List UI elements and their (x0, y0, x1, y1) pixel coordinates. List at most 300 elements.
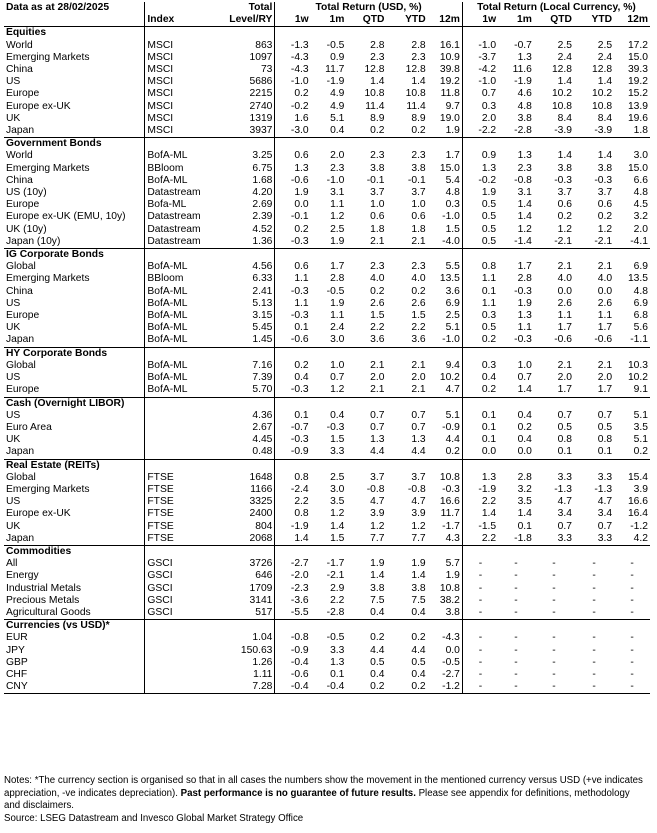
local-return-cell: - (630, 558, 634, 570)
local-return-cell: 6.8 (633, 310, 648, 322)
usd-return-cell: 0.9 (330, 51, 345, 63)
local-return-cell: -0.8 (514, 174, 532, 186)
local-return-cell: 6.9 (633, 297, 648, 309)
index-cell (145, 669, 217, 681)
row-label: US (6, 409, 21, 421)
usd-return-cell: 2.1 (411, 359, 426, 371)
local-return-cell: 10.3 (627, 359, 648, 371)
level-cell: 7.39 (216, 372, 275, 384)
local-return-cell: 1.1 (517, 322, 532, 334)
local-return-cell: 0.3 (481, 310, 497, 322)
usd-return-cell: 1.3 (370, 434, 385, 446)
table-row (4, 508, 650, 520)
usd-return-cell: 9.7 (428, 101, 463, 113)
usd-return-cell: 0.4 (411, 606, 426, 618)
row-label: GBP (6, 656, 28, 668)
local-return-cell: - (552, 644, 556, 656)
local-return-cell: 4.0 (597, 273, 613, 285)
usd-return-cell: 10.8 (405, 88, 426, 100)
row-label: US (6, 76, 21, 88)
row-label: UK (6, 434, 21, 446)
usd-return-cell: 1.9 (428, 125, 463, 138)
usd-return-cell: 4.8 (428, 187, 463, 199)
usd-return-cell: 3.7 (411, 471, 426, 483)
usd-return-cell: 2.3 (370, 51, 385, 63)
level-cell: 5.45 (216, 322, 275, 334)
local-return-cell: - (478, 570, 483, 582)
usd-return-cell: 19.0 (428, 113, 463, 125)
index-cell: FTSE (145, 521, 217, 533)
local-return-cell: -0.3 (514, 285, 532, 297)
usd-return-cell: 9.4 (428, 360, 463, 372)
usd-return-cell: 3.1 (330, 187, 345, 199)
local-return-cell: 3.5 (517, 496, 532, 508)
table-row (4, 422, 650, 434)
local-return-cell: - (630, 606, 634, 618)
usd-period-header: 1m (311, 14, 347, 27)
local-return-cell: 17.2 (627, 39, 648, 51)
table-row (4, 681, 650, 694)
level-cell: 1.26 (216, 657, 275, 669)
local-return-cell: 3.8 (597, 162, 613, 174)
usd-period-header: 12m (428, 14, 463, 27)
local-return-cell: 0.5 (481, 211, 497, 223)
local-return-cell: 4.8 (633, 187, 648, 199)
usd-return-cell: 0.2 (411, 632, 426, 644)
level-cell: 2400 (216, 508, 275, 520)
local-return-cell: 0.1 (481, 421, 497, 433)
local-return-cell: 10.2 (627, 372, 648, 384)
index-cell: GSCI (145, 558, 217, 570)
usd-return-cell: 12.8 (405, 64, 426, 76)
local-return-cell: 4.2 (633, 532, 648, 544)
local-return-cell: -3.9 (554, 125, 572, 137)
level-cell: 863 (216, 40, 275, 52)
local-return-cell: 1.7 (597, 322, 613, 334)
usd-return-cell: 0.7 (330, 372, 345, 384)
usd-return-cell: 0.0 (294, 199, 309, 211)
usd-return-cell: -0.9 (428, 422, 463, 434)
local-return-cell: -1.2 (630, 520, 648, 532)
table-row (4, 64, 650, 76)
local-return-cell: - (514, 570, 518, 582)
local-return-cell: 1.4 (481, 508, 497, 520)
usd-group-header: Total Return (USD, %) (275, 2, 462, 14)
index-cell: GSCI (145, 607, 217, 620)
table-row (4, 101, 650, 113)
usd-return-cell: 0.4 (370, 668, 385, 680)
local-return-cell: 10.8 (551, 100, 572, 112)
row-label: Emerging Markets (6, 162, 90, 174)
usd-return-cell: 0.6 (370, 211, 385, 223)
index-cell: BofA-ML (145, 261, 217, 273)
local-return-cell: 1.3 (481, 471, 497, 483)
usd-return-cell: 2.8 (370, 39, 385, 51)
local-return-cell: 6.9 (633, 261, 648, 273)
row-label: Precious Metals (6, 594, 80, 606)
usd-return-cell: 13.5 (428, 273, 463, 285)
local-return-cell: - (630, 570, 634, 582)
level-cell: 73 (216, 64, 275, 76)
usd-return-cell: 0.4 (330, 125, 345, 137)
local-return-cell: -4.1 (630, 235, 648, 247)
index-cell: BofA-ML (145, 175, 217, 187)
usd-return-cell: 1.0 (370, 199, 385, 211)
level-cell: 150.63 (216, 645, 275, 657)
local-return-cell: 4.6 (517, 88, 532, 100)
usd-return-cell: 1.1 (294, 297, 309, 309)
local-return-cell: 13.5 (627, 273, 648, 285)
local-return-cell: 15.0 (627, 51, 648, 63)
local-return-cell: - (478, 606, 483, 618)
table-row (4, 40, 650, 52)
notes-text-2: Please see appendix for definitions, methodology and disclaimers. (4, 787, 630, 811)
usd-return-cell: 2.3 (411, 261, 426, 273)
local-return-cell: -1.3 (594, 483, 613, 495)
local-return-cell: 1.0 (517, 359, 532, 371)
local-return-cell: - (614, 681, 650, 694)
row-label: Emerging Markets (6, 483, 90, 495)
local-return-cell: 0.0 (557, 285, 572, 297)
usd-return-cell: 11.4 (365, 100, 385, 112)
local-return-cell: 10.2 (592, 88, 613, 100)
table-row (4, 224, 650, 236)
local-return-cell: - (462, 681, 498, 694)
usd-return-cell: 11.7 (428, 508, 463, 520)
index-cell: FTSE (145, 472, 217, 484)
index-cell: Datastream (145, 211, 217, 223)
usd-return-cell: 1.8 (370, 223, 385, 235)
local-return-cell: 2.3 (517, 162, 532, 174)
usd-return-cell: 1.2 (330, 508, 345, 520)
usd-return-cell: -0.5 (428, 657, 463, 669)
usd-return-cell: 3.6 (428, 286, 463, 298)
row-label: CNY (4, 681, 145, 694)
usd-return-cell: -0.9 (290, 644, 309, 656)
local-return-cell: 1.9 (517, 297, 532, 309)
usd-return-cell: 7.5 (411, 594, 426, 606)
row-label: UK (6, 322, 21, 334)
usd-return-cell: 2.8 (411, 39, 426, 51)
table-row (4, 446, 650, 459)
usd-return-cell: 8.9 (370, 112, 385, 124)
usd-return-cell: 4.4 (370, 644, 385, 656)
usd-return-cell: -1.0 (326, 174, 345, 186)
local-return-cell: 0.6 (557, 199, 572, 211)
table-row (4, 372, 650, 384)
local-return-cell: 1.4 (517, 508, 532, 520)
table-row (4, 236, 650, 249)
usd-return-cell: 1.9 (428, 570, 463, 582)
row-label: Japan (10y) (6, 235, 61, 247)
local-return-cell: - (630, 632, 634, 644)
usd-return-cell: 1.5 (370, 310, 385, 322)
usd-return-cell: 3.8 (411, 582, 426, 594)
local-return-cell: 5.6 (633, 322, 648, 334)
local-return-cell: 1.2 (597, 223, 613, 235)
local-return-cell: - (630, 582, 634, 594)
table-row (4, 175, 650, 187)
local-return-cell: 1.4 (557, 76, 572, 88)
index-cell: MSCI (145, 113, 217, 125)
index-header: Index (145, 14, 217, 27)
local-return-cell: 4.8 (633, 285, 648, 297)
usd-return-cell: -1.7 (326, 558, 345, 570)
local-period-header: 1m (498, 14, 534, 27)
local-return-cell: 0.6 (597, 199, 613, 211)
level-cell: 4.45 (216, 434, 275, 446)
market-returns-table (4, 2, 650, 694)
usd-return-cell: -0.3 (326, 421, 345, 433)
local-return-cell: 0.0 (517, 446, 532, 458)
level-header-line1: Total (216, 2, 275, 14)
usd-return-cell: 4.7 (428, 384, 463, 397)
usd-return-cell: 5.1 (330, 112, 345, 124)
usd-return-cell: 2.5 (330, 223, 345, 235)
local-period-header: 1w (462, 14, 498, 27)
usd-return-cell: 0.6 (294, 261, 309, 273)
row-label: Europe (6, 384, 40, 396)
local-return-cell: - (630, 656, 634, 668)
table-row (4, 273, 650, 285)
usd-return-cell: 0.1 (330, 668, 345, 680)
usd-return-cell: 2.3 (411, 150, 426, 162)
usd-return-cell: 4.7 (370, 496, 385, 508)
local-return-cell: - (514, 606, 518, 618)
usd-return-cell: 2.5 (330, 471, 345, 483)
local-return-cell: 1.4 (517, 199, 532, 211)
table-row (4, 187, 650, 199)
usd-return-cell: 4.0 (370, 273, 385, 285)
local-return-cell: 0.3 (481, 100, 497, 112)
usd-return-cell: 1.3 (330, 656, 345, 668)
level-cell: 517 (216, 607, 275, 620)
local-return-cell: 3.9 (633, 483, 648, 495)
level-cell: 2740 (216, 101, 275, 113)
local-return-cell: -3.7 (478, 51, 497, 63)
usd-return-cell: -0.6 (290, 668, 309, 680)
usd-return-cell: 16.6 (428, 496, 463, 508)
level-cell: 1.68 (216, 175, 275, 187)
local-return-cell: 3.5 (633, 421, 648, 433)
row-label: Europe (6, 310, 40, 322)
index-cell: MSCI (145, 125, 217, 138)
usd-return-cell: -1.7 (428, 521, 463, 533)
index-cell: FTSE (145, 533, 217, 546)
local-return-cell: 0.5 (481, 322, 497, 334)
usd-return-cell: 2.2 (370, 322, 385, 334)
usd-return-cell: 1.7 (428, 150, 463, 162)
section-header-row (4, 27, 650, 40)
table-row (4, 496, 650, 508)
table-row (4, 261, 650, 273)
usd-return-cell: 2.6 (370, 297, 385, 309)
usd-return-cell: -0.3 (290, 384, 309, 396)
usd-return-cell: 0.1 (294, 322, 309, 334)
usd-return-cell: 2.1 (370, 359, 385, 371)
usd-return-cell: 0.0 (428, 645, 463, 657)
level-cell: 1709 (216, 583, 275, 595)
usd-return-cell: 2.1 (411, 384, 426, 396)
usd-return-cell: 11.8 (428, 88, 463, 100)
usd-return-cell: 16.1 (428, 40, 463, 52)
table-row (4, 595, 650, 607)
row-label: China (6, 174, 33, 186)
usd-return-cell: 11.7 (325, 64, 345, 76)
usd-return-cell: 5.1 (428, 410, 463, 422)
local-return-cell: 0.7 (517, 372, 532, 384)
usd-return-cell: 2.0 (330, 150, 345, 162)
table-row (4, 484, 650, 496)
local-return-cell: 1.3 (517, 51, 532, 63)
usd-return-cell: -0.6 (290, 334, 309, 346)
usd-return-cell: -3.0 (290, 125, 309, 137)
row-label: Euro Area (6, 421, 52, 433)
local-return-cell: - (630, 594, 634, 606)
local-return-cell: - (514, 594, 518, 606)
usd-return-cell: 4.9 (330, 100, 345, 112)
usd-return-cell: -0.4 (311, 681, 347, 694)
usd-return-cell: 0.2 (294, 359, 309, 371)
level-cell: 6.33 (216, 273, 275, 285)
local-return-cell: 1.7 (517, 261, 532, 273)
local-return-cell: - (592, 558, 596, 570)
local-return-cell: 15.0 (627, 162, 648, 174)
row-label: Europe (6, 199, 40, 211)
local-return-cell: 0.9 (481, 150, 497, 162)
usd-return-cell: 1.9 (411, 558, 426, 570)
local-return-cell: 0.5 (481, 235, 497, 247)
level-cell: 4.56 (216, 261, 275, 273)
local-return-cell: - (592, 594, 596, 606)
local-return-cell: - (514, 668, 518, 680)
local-return-cell: 0.2 (481, 384, 497, 396)
local-return-cell: 0.1 (481, 285, 497, 297)
usd-return-cell: 3.9 (370, 508, 385, 520)
local-return-cell: - (552, 656, 556, 668)
row-label: Europe ex-UK (6, 100, 71, 112)
local-return-cell: - (478, 644, 483, 656)
row-label: EUR (6, 632, 28, 644)
usd-return-cell: 3.8 (428, 607, 463, 620)
local-return-cell: 3.4 (597, 508, 613, 520)
local-return-cell: 0.1 (557, 446, 572, 458)
index-cell: MSCI (145, 64, 217, 76)
local-return-cell: 2.1 (597, 359, 613, 371)
level-cell: 2.39 (216, 211, 275, 223)
usd-return-cell: 1.1 (330, 310, 345, 322)
local-return-cell: - (630, 668, 634, 680)
usd-return-cell: 2.6 (411, 297, 426, 309)
local-return-cell: -1.5 (478, 520, 497, 532)
usd-return-cell: 2.2 (411, 322, 426, 334)
notes-block (4, 775, 644, 825)
local-period-header: QTD (534, 14, 574, 27)
local-return-cell: 1.2 (557, 223, 572, 235)
local-return-cell: - (478, 558, 483, 570)
level-cell: 3937 (216, 125, 275, 138)
local-return-cell: 0.2 (517, 421, 532, 433)
local-return-cell: 2.0 (557, 372, 572, 384)
index-cell (145, 645, 217, 657)
row-label: JPY (6, 644, 25, 656)
index-cell: BofA-ML (145, 298, 217, 310)
usd-return-cell: -4.3 (428, 632, 463, 644)
local-return-cell: 9.1 (633, 384, 648, 396)
table-row (4, 472, 650, 484)
local-return-cell: 4.7 (557, 496, 572, 508)
row-label: Europe (6, 88, 40, 100)
local-return-cell: -1.9 (514, 76, 532, 88)
header-row-2 (4, 14, 650, 27)
local-return-cell: - (514, 656, 518, 668)
row-label: Emerging Markets (6, 273, 90, 285)
usd-return-cell: 0.6 (411, 211, 426, 223)
local-return-cell: 1.3 (517, 150, 532, 162)
usd-return-cell: 3.8 (370, 162, 385, 174)
level-cell: 6.75 (216, 163, 275, 175)
local-return-cell: -0.3 (594, 174, 613, 186)
local-return-cell: 6.6 (633, 174, 648, 186)
usd-return-cell: 0.2 (370, 125, 385, 137)
local-return-cell: - (574, 681, 614, 694)
local-return-cell: 3.0 (633, 150, 648, 162)
usd-return-cell: 0.7 (411, 409, 426, 421)
usd-return-cell: 0.4 (294, 372, 309, 384)
row-label: UK (10y) (6, 223, 47, 235)
usd-return-cell: 1.5 (330, 532, 345, 544)
usd-return-cell: -0.4 (275, 681, 311, 694)
table-row (4, 52, 650, 64)
usd-return-cell: 6.9 (428, 298, 463, 310)
usd-return-cell: 0.2 (411, 285, 426, 297)
local-return-cell: 0.4 (517, 434, 532, 446)
local-return-cell: 10.8 (592, 100, 613, 112)
local-return-cell: -4.2 (478, 64, 497, 76)
table-row (4, 360, 650, 372)
table-row (4, 88, 650, 100)
row-label: US (6, 372, 21, 384)
usd-return-cell: -2.4 (290, 483, 309, 495)
row-label: UK (6, 112, 21, 124)
usd-return-cell: 2.2 (294, 496, 309, 508)
table-row (4, 211, 650, 223)
local-return-cell: - (552, 632, 556, 644)
usd-return-cell: 0.4 (411, 668, 426, 680)
usd-return-cell: 3.8 (411, 162, 426, 174)
usd-return-cell: 2.3 (330, 162, 345, 174)
usd-return-cell: 1.3 (411, 434, 426, 446)
table-row (4, 334, 650, 347)
usd-return-cell: 1.4 (330, 520, 345, 532)
section-title: HY Corporate Bonds (4, 347, 145, 360)
usd-return-cell: -2.0 (290, 570, 309, 582)
index-cell: MSCI (145, 101, 217, 113)
local-return-cell: 3.3 (597, 532, 613, 544)
local-return-cell: -1.4 (514, 235, 532, 247)
usd-return-cell: 1.8 (411, 223, 426, 235)
usd-return-cell: 38.2 (428, 595, 463, 607)
usd-return-cell: -4.3 (290, 51, 309, 63)
index-cell: GSCI (145, 570, 217, 582)
index-cell (145, 632, 217, 644)
table-row (4, 434, 650, 446)
local-return-cell: 39.3 (627, 64, 648, 76)
usd-return-cell: -5.5 (290, 606, 309, 618)
table-row (4, 558, 650, 570)
local-return-cell: 3.7 (557, 187, 572, 199)
section-title: Cash (Overnight LIBOR) (4, 397, 145, 410)
